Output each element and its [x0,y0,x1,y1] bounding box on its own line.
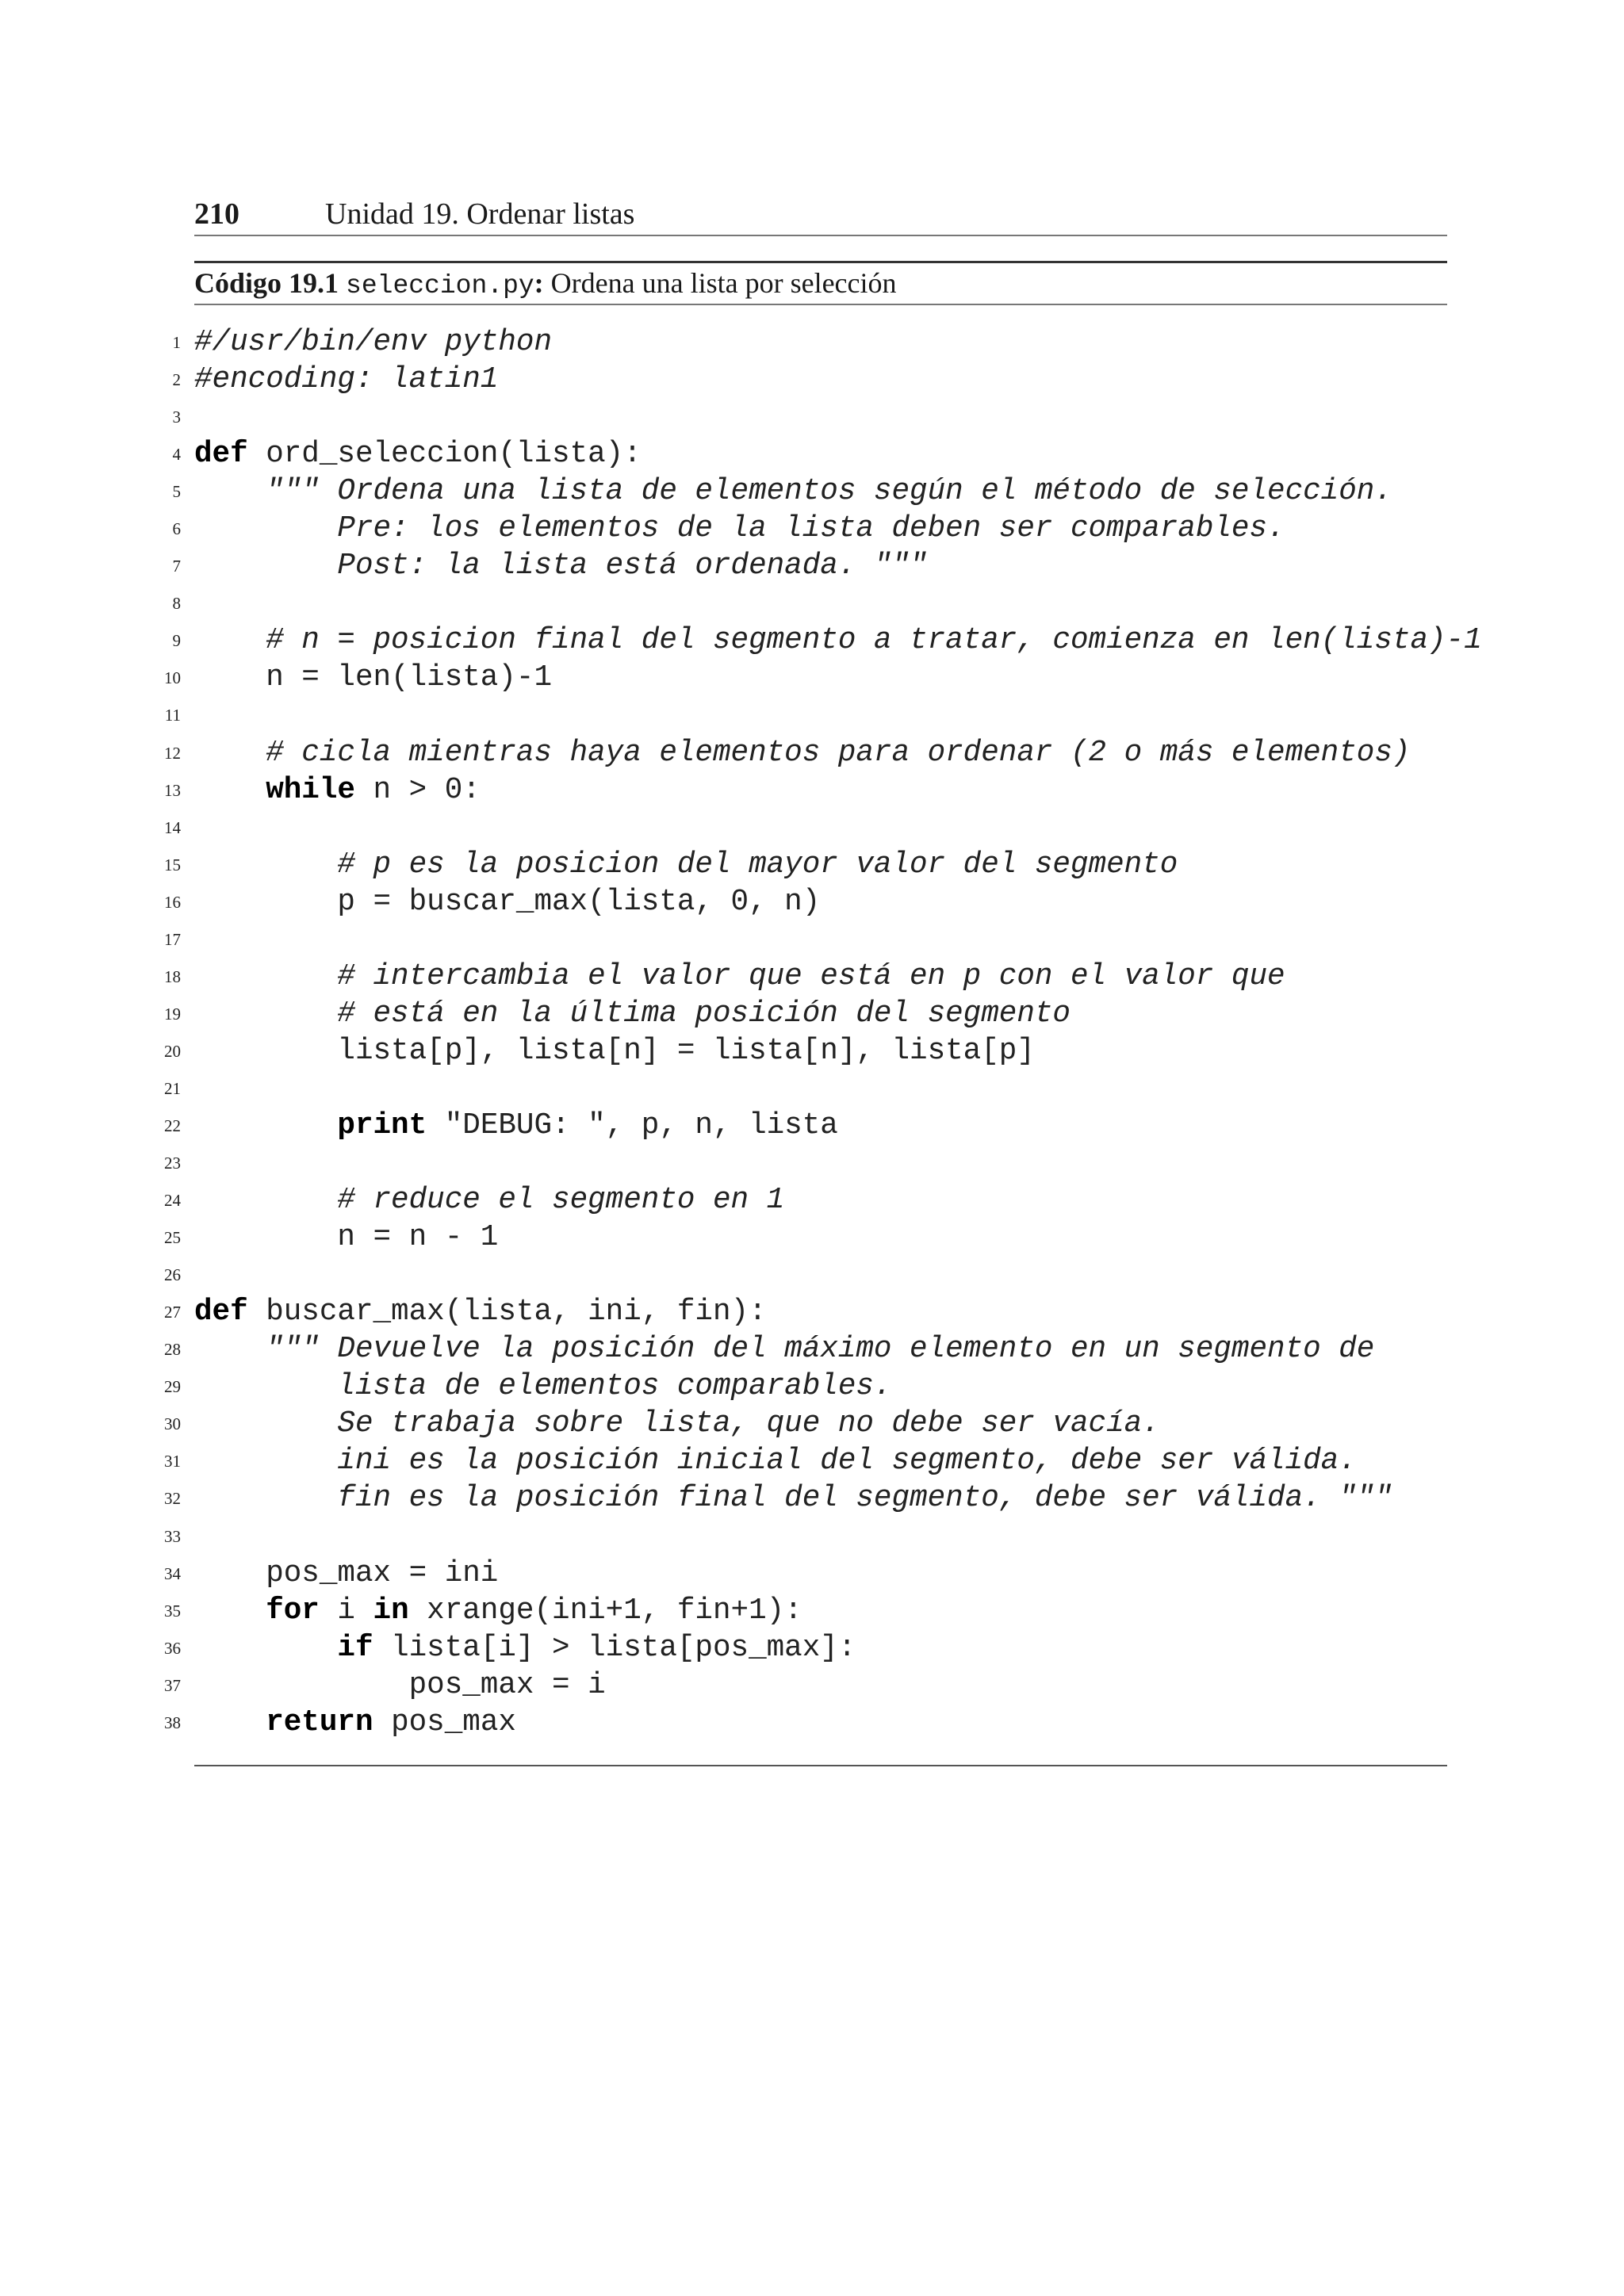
line-number: 31 [164,1452,181,1471]
caption-label: Código 19.1 [194,267,339,299]
page-header [194,195,1447,236]
code-docstring: fin es la posición final del segmento, debe ser válida. """ [194,1482,1392,1516]
code-line [0,399,1624,436]
line-number: 4 [172,445,181,465]
code-line [0,1443,1624,1480]
code-text [194,772,481,809]
code-token [194,1632,337,1665]
line-number: 35 [164,1601,181,1621]
code-text [194,996,1071,1033]
code-keyword: if [337,1631,373,1665]
code-keyword: def [194,438,248,472]
code-docstring: ini es la posición inicial del segmento, debe ser válida. [194,1445,1357,1479]
line-number: 29 [164,1377,181,1397]
page-number: 210 [194,197,239,231]
line-number: 14 [164,817,181,837]
code-token: ord_seleccion(lista): [247,438,642,472]
code-line [0,1145,1624,1182]
code-text [194,847,1178,884]
code-token [194,624,266,657]
code-line [0,1630,1624,1667]
code-text [194,1556,498,1593]
line-number: 34 [164,1563,181,1583]
code-line [0,585,1624,622]
code-token: lista[i] > lista[pos_max]: [373,1631,856,1665]
line-number: 27 [164,1303,181,1322]
line-number: 1 [172,333,181,352]
line-number: 18 [164,966,181,986]
code-token [194,1594,266,1628]
line-number: 9 [172,631,181,651]
code-text [194,884,820,921]
code-docstring: Se trabaja sobre lista, que no debe ser vacía. [194,1407,1160,1441]
code-text [194,1219,498,1257]
code-text [194,1630,856,1667]
code-text [194,1705,516,1742]
code-text [194,1368,891,1406]
code-comment: # intercambia el valor que está en p con el valor que [337,959,1285,993]
code-line [0,1331,1624,1368]
code-docstring: """ Devuelve la posición del máximo elemento en un segmento de [266,1333,1375,1367]
code-text [194,362,498,399]
code-docstring: lista de elementos comparables. [194,1370,892,1404]
code-line [0,735,1624,772]
code-comment: #encoding: latin1 [194,363,499,397]
code-line [0,1480,1624,1517]
code-docstring: """ Ordena una lista de elementos según el método de selección. [266,475,1392,509]
code-line [0,660,1624,697]
code-text [194,548,928,585]
code-keyword: in [373,1594,409,1628]
code-token [194,737,266,770]
code-token: pos_max [373,1705,516,1739]
code-line [0,1368,1624,1406]
line-number: 25 [164,1228,181,1248]
code-text [194,1294,767,1331]
code-line [0,1219,1624,1257]
code-comment: # reduce el segmento en 1 [337,1184,785,1218]
code-line [0,1033,1624,1070]
line-number: 33 [164,1526,181,1546]
code-line [0,996,1624,1033]
code-text [194,324,552,362]
code-text [194,1406,1160,1443]
code-text [194,436,642,473]
line-number: 30 [164,1414,181,1434]
code-token [194,1109,337,1142]
code-token: lista[p], lista[n] = lista[n], lista[p] [194,1034,1035,1068]
line-number: 32 [164,1489,181,1509]
code-keyword: def [194,1295,248,1330]
code-docstring: Post: la lista está ordenada. """ [194,549,928,584]
code-token [194,848,337,882]
code-line [0,473,1624,511]
code-line [0,511,1624,548]
line-number: 26 [164,1265,181,1285]
code-keyword: for [266,1594,320,1628]
code-comment: # n = posicion final del segmento a tratar, comienza en len(lista)-1 [266,624,1482,658]
code-line [0,697,1624,734]
line-number: 16 [164,892,181,912]
code-line [0,847,1624,884]
line-number: 36 [164,1638,181,1658]
code-line [0,809,1624,847]
code-line [0,921,1624,959]
code-line [0,772,1624,809]
listing-caption [194,261,1447,305]
line-number: 3 [172,408,181,427]
code-text [194,1033,1035,1070]
running-title: Unidad 19. Ordenar listas [325,197,635,231]
code-token [194,960,337,993]
line-number: 8 [172,594,181,614]
code-keyword: while [266,773,355,807]
code-text [194,511,1285,548]
code-line [0,1705,1624,1742]
code-token [194,1333,266,1366]
code-comment: # está en la última posición del segmento [337,997,1071,1031]
code-token: i [319,1594,373,1628]
code-line [0,1294,1624,1331]
code-text [194,1443,1357,1480]
code-text [194,1667,606,1705]
code-line [0,436,1624,473]
code-token: "DEBUG: ", p, n, lista [427,1108,838,1142]
caption-description: Ordena una lista por selección [543,267,897,299]
code-token: pos_max = ini [194,1556,499,1590]
line-number: 10 [164,668,181,688]
code-line [0,1518,1624,1556]
code-line [0,324,1624,362]
code-text [194,622,1482,660]
code-line [0,1406,1624,1443]
code-text [194,1108,838,1145]
code-line [0,1182,1624,1219]
code-token: pos_max = i [194,1668,606,1702]
code-comment: #/usr/bin/env python [194,326,553,359]
code-comment: # cicla mientras haya elementos para ordenar (2 o más elementos) [266,736,1411,770]
line-number: 24 [164,1191,181,1211]
line-number: 28 [164,1340,181,1360]
code-token [194,997,337,1031]
line-number: 37 [164,1675,181,1695]
code-text [194,1182,784,1219]
code-line [0,548,1624,585]
code-docstring: Pre: los elementos de la lista deben ser comparables. [194,512,1285,546]
code-text [194,1480,1392,1517]
line-number: 23 [164,1154,181,1173]
code-line [0,1108,1624,1145]
code-line [0,1667,1624,1705]
code-line [0,1070,1624,1108]
code-text [194,735,1410,772]
line-number: 13 [164,780,181,800]
code-token: buscar_max(lista, ini, fin): [247,1295,767,1330]
code-comment: # p es la posicion del mayor valor del segmento [337,848,1178,882]
code-token [194,1184,337,1217]
code-keyword: print [337,1108,427,1142]
code-text [194,473,1392,511]
line-number: 21 [164,1078,181,1098]
code-line [0,622,1624,660]
code-line [0,362,1624,399]
code-line [0,959,1624,996]
code-token: xrange(ini+1, fin+1): [408,1594,802,1628]
code-text [194,959,1285,996]
code-text [194,660,552,697]
line-number: 19 [164,1004,181,1024]
code-token: p = buscar_max(lista, 0, n) [194,885,821,919]
line-number: 22 [164,1115,181,1135]
code-token [194,475,266,508]
line-number: 5 [172,482,181,502]
code-token: n = n - 1 [194,1221,499,1255]
caption-separator: : [534,267,544,299]
listing-end-rule [194,1765,1447,1766]
code-line [0,1257,1624,1294]
code-token: n > 0: [354,773,481,807]
code-line [0,1556,1624,1593]
line-number: 7 [172,557,181,576]
code-listing [0,324,1624,1742]
code-text [194,1593,802,1630]
code-line [0,1593,1624,1630]
line-number: 15 [164,855,181,874]
line-number: 11 [164,706,181,725]
caption-filename: seleccion.py [346,271,534,300]
line-number: 12 [164,743,181,763]
code-token [194,1706,266,1739]
line-number: 17 [164,929,181,949]
line-number: 6 [172,519,181,539]
code-line [0,884,1624,921]
code-keyword: return [266,1705,373,1739]
line-number: 2 [172,370,181,390]
line-number: 20 [164,1041,181,1061]
code-text [194,1331,1374,1368]
code-token [194,774,266,807]
code-token: n = len(lista)-1 [194,661,553,695]
line-number: 38 [164,1712,181,1732]
